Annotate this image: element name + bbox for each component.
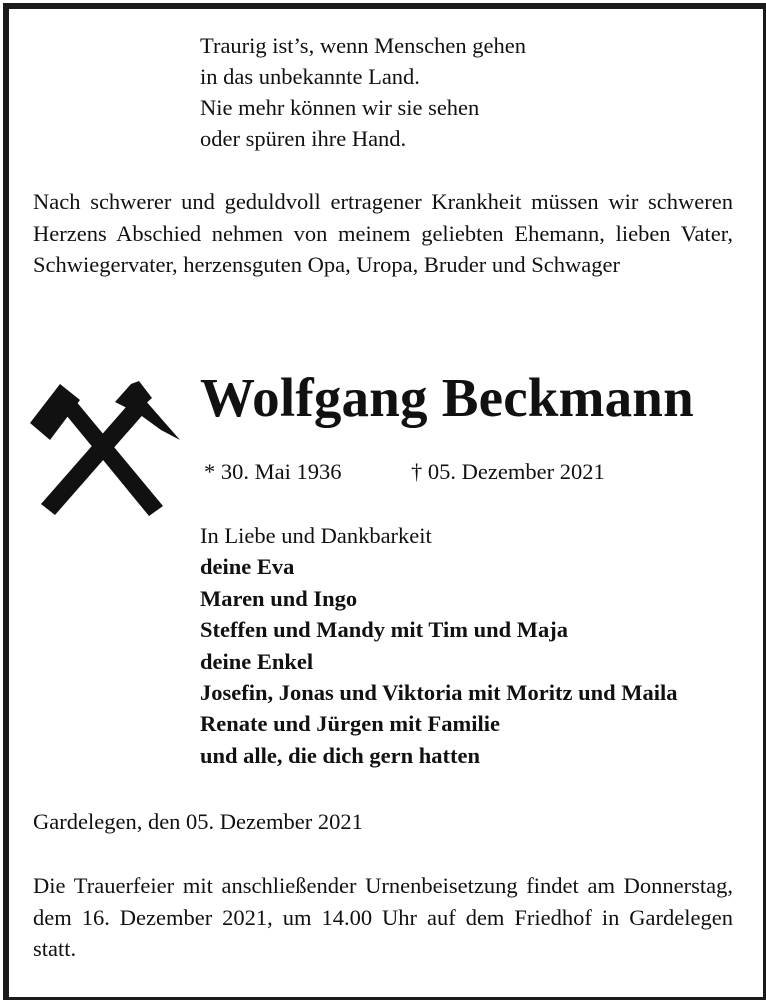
mourner-line: Josefin, Jonas und Viktoria mit Moritz und Maila <box>200 680 678 706</box>
mourner-line: Maren und Ingo <box>200 585 358 611</box>
mourner-line: und alle, die dich gern hatten <box>200 742 481 768</box>
signature-intro: In Liebe und Dankbarkeit <box>200 523 432 548</box>
life-dates <box>204 456 605 487</box>
intro-paragraph: Nach schwerer und geduldvoll ertragener Krankheit müssen wir schweren Herzens Abschied nehmen von meinem geliebten Ehemann, lieben Vater, Schwiegervater, herzensguten Opa, Uropa, Bruder und Schwager <box>33 189 733 277</box>
deceased-name: Wolfgang Beckmann <box>200 367 694 428</box>
mourner-line: deine Enkel <box>200 648 314 674</box>
mourner-line: Steffen und Mandy mit Tim und Maja <box>200 617 568 643</box>
mourners-signature <box>200 520 678 771</box>
poem-line: in das unbekannte Land. <box>200 64 420 89</box>
poem <box>200 30 526 154</box>
poem-line: oder spüren ihre Hand. <box>200 126 407 151</box>
hammer-and-pick-icon <box>27 378 183 518</box>
death-date: † 05. Dezember 2021 <box>411 459 605 484</box>
funeral-info: Die Trauerfeier mit anschließender Urnenbeisetzung findet am Donnerstag, dem 16. Dezember 2021, um 14.00 Uhr auf dem Friedhof in Gardelegen statt. <box>33 873 733 961</box>
poem-line: Nie mehr können wir sie sehen <box>200 95 480 120</box>
birth-date: * 30. Mai 1936 <box>204 459 342 484</box>
mourner-line: Renate und Jürgen mit Familie <box>200 711 500 737</box>
mourner-line: deine Eva <box>200 554 295 580</box>
place-and-date: Gardelegen, den 05. Dezember 2021 <box>33 809 363 834</box>
poem-line: Traurig ist’s, wenn Menschen gehen <box>200 33 526 58</box>
